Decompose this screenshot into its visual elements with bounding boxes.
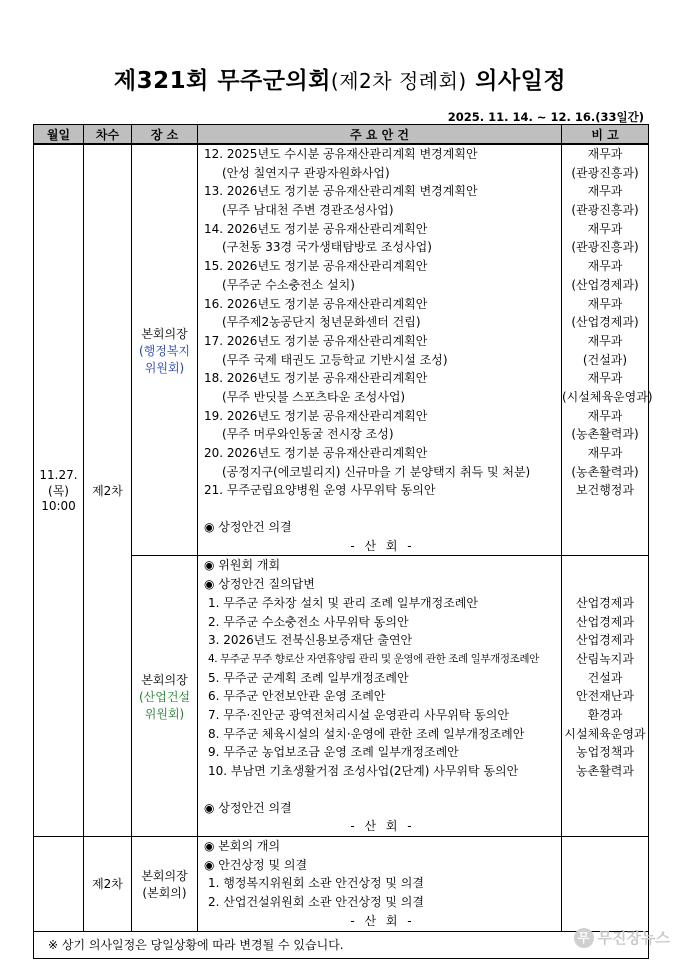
date: 11.27. (39, 468, 78, 483)
department-note: (시설체육운영과) (562, 389, 653, 404)
department-note: (관광진흥과) (571, 165, 639, 180)
agenda-item: 16. 2026년도 정기분 공유재산관리계획안 (204, 296, 428, 311)
department-note: 건설과 (587, 670, 623, 685)
department-note: 재무과 (587, 408, 623, 423)
header-agenda: 주 요 안 건 (198, 125, 562, 145)
closing-text: - 산 회 - (350, 819, 415, 834)
place-detail: (본회의) (142, 885, 187, 900)
order-cell: 제2차 (84, 144, 132, 837)
agenda-item: 10. 부남면 기초생활거점 조성사업(2단계) 사무위탁 동의안 (208, 764, 519, 778)
agenda-item: (무주 국제 태권도 고등학교 기반시설 조성) (222, 352, 448, 367)
agenda-item: 18. 2026년도 정기분 공유재산관리계획안 (204, 371, 428, 386)
agenda-item: 20. 2026년도 정기분 공유재산관리계획안 (204, 446, 428, 460)
agenda-head: ◉ 본회의 개의 (204, 839, 281, 854)
agenda-item: (무주 반딧불 스포츠타운 조성사업) (222, 389, 406, 404)
agenda-item: (무주 머루와인동굴 전시장 조성) (222, 427, 394, 442)
agenda-item: 19. 2026년도 정기분 공유재산관리계획안 (204, 408, 428, 423)
department-note: 산업경제과 (576, 633, 634, 648)
footer-row (34, 931, 649, 958)
department-note: 산림녹지과 (576, 651, 634, 666)
department-note: (관광진흥과) (571, 203, 639, 218)
footer-note: ※ 상기 의사일정은 당일상황에 따라 변경될 수 있습니다. (34, 931, 649, 958)
department-note: (관광진흥과) (571, 240, 639, 255)
place-name: 본회의장 (141, 326, 188, 341)
agenda-item: 15. 2026년도 정기분 공유재산관리계획안 (204, 259, 428, 274)
department-note: 시설체육운영과 (564, 726, 646, 741)
agenda-cell (198, 144, 562, 556)
agenda-item: 2. 무주군 수소충전소 사무위탁 동의안 (208, 614, 409, 629)
agenda-item: (무주 남대천 주변 경관조성사업) (222, 203, 394, 218)
agenda-item: 21. 무주군립요양병원 운영 사무위탁 동의안 (204, 483, 436, 498)
title-main: 제321회 무주군의회 (113, 68, 331, 94)
place-name: 본회의장 (141, 672, 188, 687)
header-order: 차수 (84, 125, 132, 145)
agenda-item: (안성 칠연지구 관광자원화사업) (222, 165, 390, 180)
department-note: (건설과) (582, 352, 628, 367)
closing-text: - 산 회 - (350, 538, 415, 553)
agenda-item: 3. 2026년도 전북신용보증재단 출연안 (208, 633, 413, 648)
department-note: 산업경제과 (576, 614, 634, 629)
place-cell (132, 556, 198, 837)
table-row (34, 144, 649, 556)
agenda-item: 9. 무주군 농업보조금 운영 조례 일부개정조례안 (208, 745, 459, 760)
header-place: 장 소 (132, 125, 198, 145)
agenda-head: ◉ 상정안건 질의답변 (204, 577, 315, 592)
agenda-end: ◉ 상정안건 의결 (204, 520, 292, 535)
place-cell (132, 144, 198, 556)
agenda-item: 1. 행정복지위원회 소관 안건상정 및 의결 (208, 876, 424, 891)
department-note: 재무과 (587, 221, 623, 236)
agenda-head: ◉ 안건상정 및 의결 (204, 857, 308, 872)
empty-date-cell (34, 837, 84, 931)
agenda-item: 6. 무주군 안전보안관 운영 조례안 (208, 689, 386, 704)
title-suffix: 의사일정 (466, 68, 567, 94)
header-date: 월일 (34, 125, 84, 145)
agenda-item: (무주제2농공단지 청년문화센터 건립) (222, 315, 421, 330)
department-note: 산업경제과 (576, 595, 634, 610)
agenda-item: 12. 2025년도 수시분 공유재산관리계획 변경계획안 (204, 147, 478, 161)
agenda-item: 5. 무주군 군계획 조례 일부개정조례안 (208, 670, 409, 685)
department-note: (농촌활력과) (571, 464, 639, 479)
agenda-item: 2. 산업건설위원회 소관 안건상정 및 의결 (208, 895, 424, 910)
department-note: (산업경제과) (571, 315, 639, 330)
notes-cell (562, 837, 649, 931)
agenda-item: 1. 무주군 주차장 설치 및 관리 조례 일부개정조례안 (208, 595, 478, 610)
logo-icon: 무 (574, 928, 594, 948)
place-cell (132, 837, 198, 931)
agenda-item: (공정지구(에코빌리지) 신규마을 기 분양택지 취득 및 처분) (222, 464, 531, 479)
watermark-logo (574, 927, 670, 948)
department-note: 재무과 (587, 147, 623, 161)
committee-name: (산업건설 (138, 689, 191, 704)
table-row (34, 837, 649, 931)
agenda-item: 13. 2026년도 정기분 공유재산관리계획 변경계획안 (204, 184, 478, 199)
committee-name: 위원회) (144, 360, 185, 375)
agenda-cell (198, 556, 562, 837)
department-note: 재무과 (587, 371, 623, 386)
agenda-item: 8. 무주군 체육시설의 설치·운영에 관한 조례 일부개정조례안 (208, 726, 525, 741)
weekday: (목) (48, 484, 69, 499)
agenda-head: ◉ 위원회 개회 (204, 558, 281, 573)
department-note: 농촌활력과 (576, 764, 634, 778)
agenda-item: (무주군 수소충전소 설치) (222, 277, 355, 292)
committee-name: 위원회) (144, 706, 185, 721)
order-cell: 제2차 (84, 837, 132, 931)
page-title (0, 62, 680, 95)
agenda-end: ◉ 상정안건 의결 (204, 800, 292, 815)
department-note: 재무과 (587, 446, 623, 460)
place-name: 본회의장 (141, 868, 188, 883)
header-row (34, 125, 649, 145)
watermark-text: 무진장뉴스 (597, 929, 670, 947)
agenda-item: 4. 무주군 무주 향로산 자연휴양림 관리 및 운영에 관한 조례 일부개정조례안 (208, 652, 539, 665)
schedule-table (33, 124, 653, 959)
title-paren: (제2차 정례회) (330, 69, 467, 93)
department-note: (농촌활력과) (571, 427, 639, 442)
department-note: 안전재난과 (576, 689, 634, 704)
department-note: 재무과 (587, 259, 623, 274)
department-note: 재무과 (587, 296, 623, 311)
closing-text: - 산 회 - (350, 913, 415, 928)
department-note: 농업정책과 (576, 745, 634, 760)
department-note: 재무과 (587, 184, 623, 199)
notes-cell (562, 556, 649, 837)
agenda-item: 14. 2026년도 정기분 공유재산관리계획안 (204, 221, 428, 236)
agenda-item: 17. 2026년도 정기분 공유재산관리계획안 (204, 333, 428, 348)
header-notes: 비 고 (562, 125, 649, 145)
agenda-item: (구천동 33경 국가생태탐방로 조성사업) (222, 240, 432, 255)
department-note: (산업경제과) (571, 277, 639, 292)
department-note: 환경과 (587, 707, 623, 722)
committee-name: (행정복지 (138, 343, 191, 358)
agenda-cell (198, 837, 562, 931)
time: 10:00 (41, 499, 76, 514)
schedule-period: 2025. 11. 14. ~ 12. 16.(33일간) (447, 110, 644, 124)
agenda-item: 7. 무주·진안군 광역전처리시설 운영관리 사무위탁 동의안 (208, 707, 509, 722)
notes-cell (562, 144, 653, 556)
date-cell (34, 144, 84, 837)
department-note: 보건행정과 (576, 483, 634, 498)
department-note: 재무과 (587, 333, 623, 348)
